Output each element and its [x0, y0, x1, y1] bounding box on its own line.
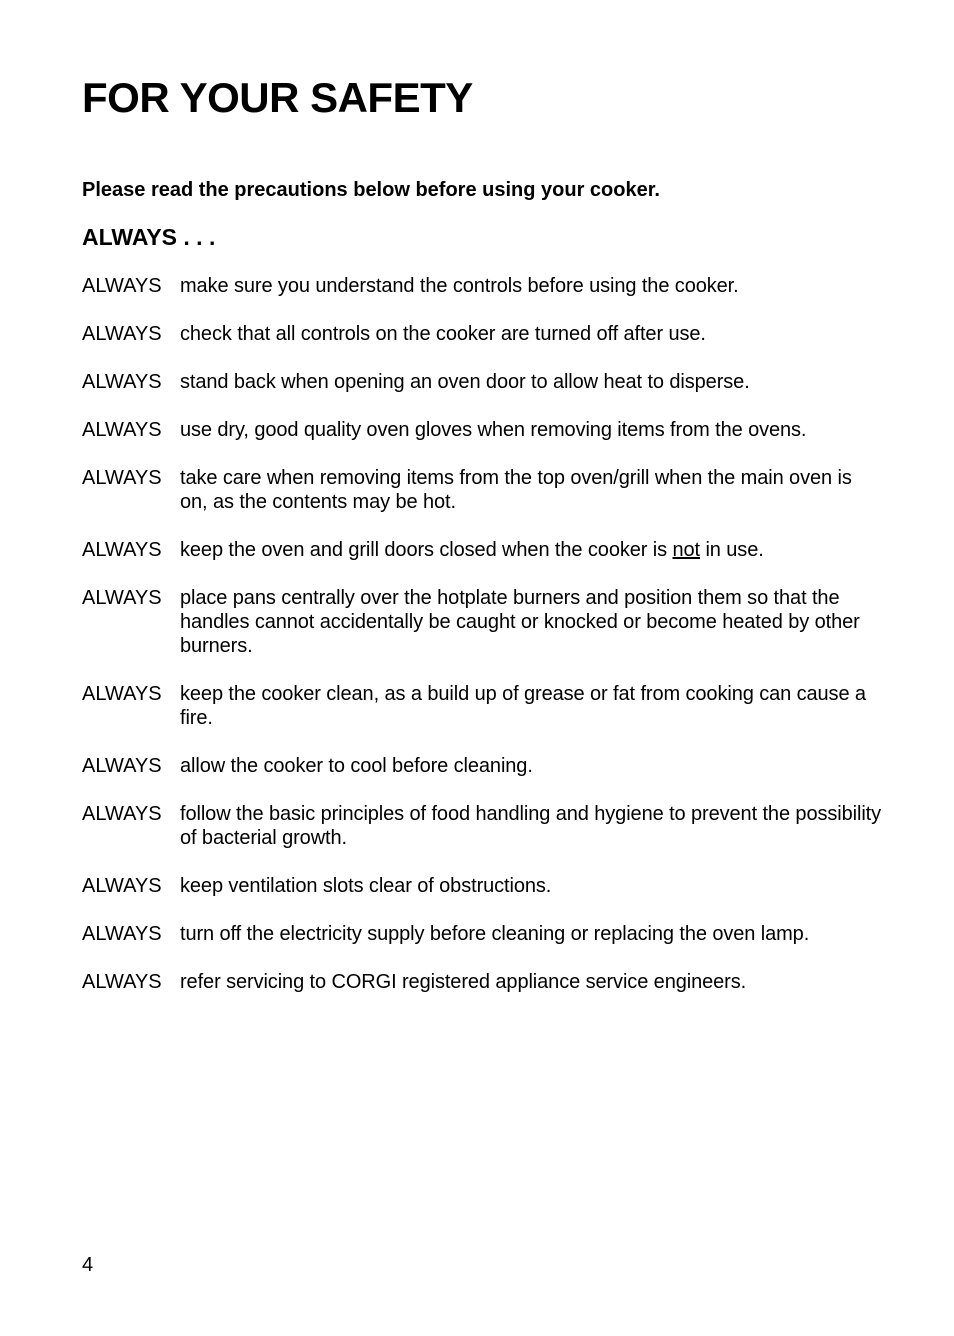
emphasis-text: not: [672, 539, 700, 561]
precaution-item: [82, 322, 882, 346]
precaution-item: [82, 274, 882, 298]
precaution-text: place pans centrally over the hotplate burners and position them so that the handles cannot accidentally be caught or knocked or become heated by other burners.: [180, 587, 860, 657]
precaution-keyword: ALWAYS: [82, 467, 162, 489]
precaution-keyword: ALWAYS: [82, 371, 162, 393]
precaution-item: [82, 586, 882, 658]
precaution-item: [82, 874, 882, 898]
precaution-text: stand back when opening an oven door to allow heat to disperse.: [180, 371, 750, 393]
precaution-text-part: keep the oven and grill doors closed when the cooker is: [180, 539, 673, 561]
precaution-item: [82, 538, 882, 562]
precaution-item: [82, 418, 882, 442]
precaution-keyword: ALWAYS: [82, 803, 162, 825]
precaution-text: [180, 538, 882, 562]
precaution-item: [82, 802, 882, 850]
precaution-keyword: ALWAYS: [82, 539, 162, 561]
precaution-text: use dry, good quality oven gloves when removing items from the ovens.: [180, 419, 807, 441]
precaution-item: [82, 754, 882, 778]
precaution-keyword: ALWAYS: [82, 419, 162, 441]
precaution-text: make sure you understand the controls before using the cooker.: [180, 275, 739, 297]
precaution-item: [82, 970, 882, 994]
precaution-text: follow the basic principles of food handling and hygiene to prevent the possibility of bacterial growth.: [180, 803, 882, 849]
precaution-list: [82, 274, 882, 1018]
precaution-text: keep the cooker clean, as a build up of grease or fat from cooking can cause a fire.: [180, 683, 866, 729]
precaution-text: turn off the electricity supply before cleaning or replacing the oven lamp.: [180, 923, 810, 945]
precaution-item: [82, 370, 882, 394]
precaution-item: [82, 922, 882, 946]
page-number: 4: [82, 1254, 94, 1276]
precaution-text: refer servicing to CORGI registered appliance service engineers.: [180, 971, 747, 993]
page-title: FOR YOUR SAFETY: [82, 74, 473, 121]
precaution-text: keep ventilation slots clear of obstructions.: [180, 875, 552, 897]
precaution-keyword: ALWAYS: [82, 275, 162, 297]
intro-instruction: Please read the precautions below before using your cooker.: [82, 179, 660, 201]
precaution-text: check that all controls on the cooker are turned off after use.: [180, 323, 706, 345]
precaution-keyword: ALWAYS: [82, 683, 162, 705]
section-heading: ALWAYS . . .: [82, 224, 216, 250]
precaution-item: [82, 682, 882, 730]
precaution-keyword: ALWAYS: [82, 923, 162, 945]
precaution-text: allow the cooker to cool before cleaning.: [180, 755, 533, 777]
precaution-keyword: ALWAYS: [82, 587, 162, 609]
precaution-keyword: ALWAYS: [82, 755, 162, 777]
precaution-text: take care when removing items from the top oven/grill when the main oven is on, as the contents may be hot.: [180, 467, 852, 513]
precaution-text-part: in use.: [700, 539, 764, 561]
precaution-item: [82, 466, 882, 514]
precaution-keyword: ALWAYS: [82, 323, 162, 345]
precaution-keyword: ALWAYS: [82, 971, 162, 993]
precaution-keyword: ALWAYS: [82, 875, 162, 897]
